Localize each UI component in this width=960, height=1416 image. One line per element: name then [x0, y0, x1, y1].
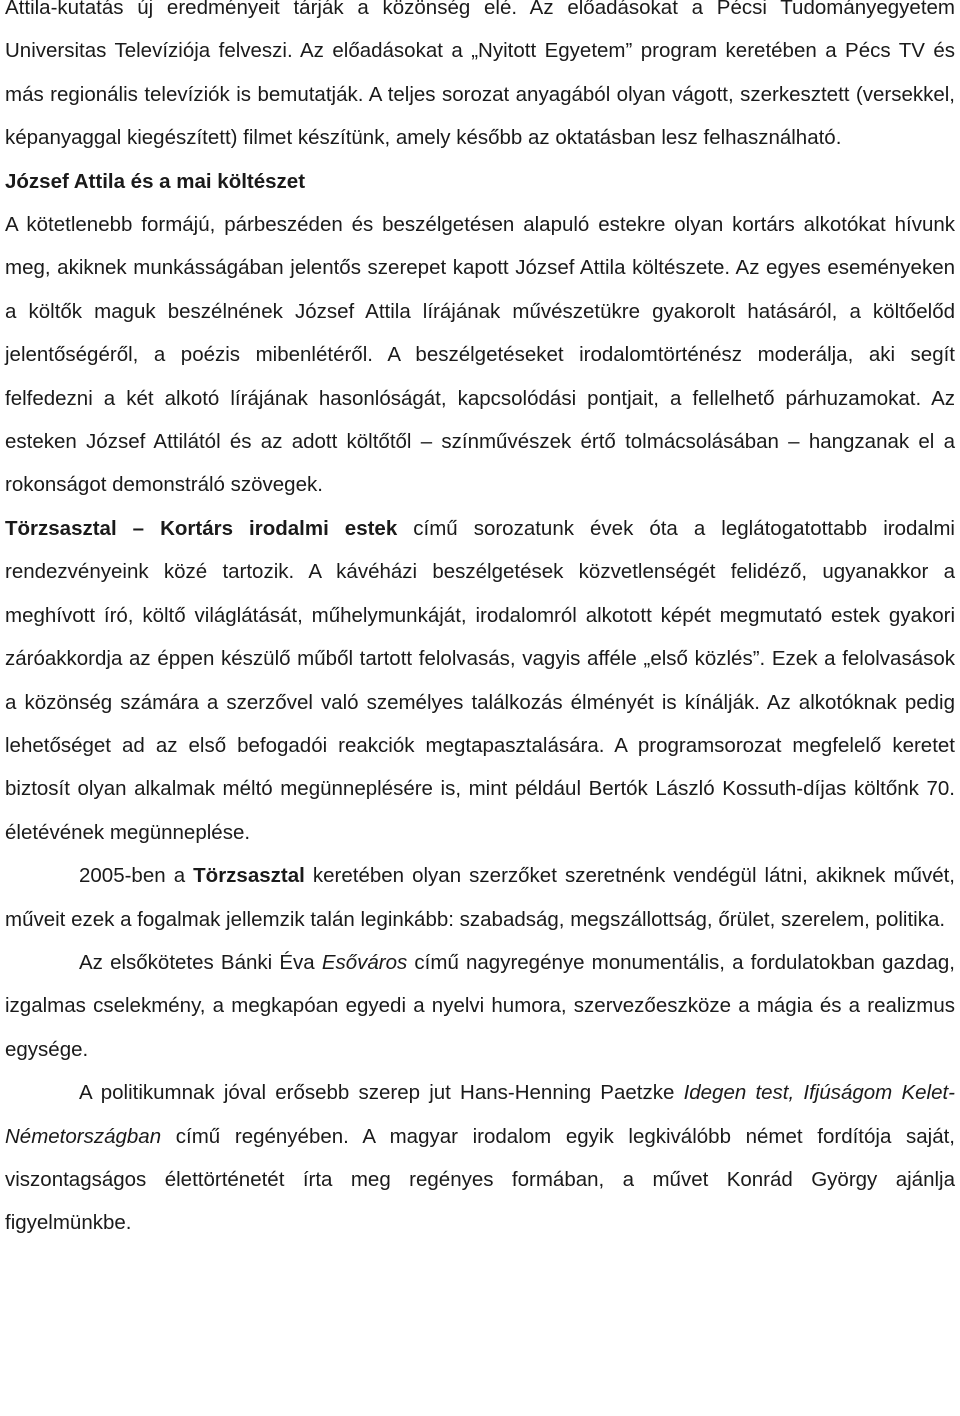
paragraph-paetzke: [5, 1071, 955, 1245]
paragraph-lead: Az elsőkötetes Bánki Éva: [79, 950, 322, 974]
section-heading: József Attila és a mai költészet: [5, 169, 306, 193]
paragraph-2005-plans: [5, 854, 955, 941]
paragraph-text: keretében olyan szerzőket szeretnénk vendégül látni, akiknek művét, műveit ezek a fogalmak jellemzik talán leginkább: szabadság, megszállottság, őrület, szerelem, politika.: [5, 864, 955, 931]
paragraph-banki-eva: [5, 941, 955, 1071]
paragraph-lead: 2005-ben a: [79, 864, 194, 888]
paragraph-contemporary-poetry: A kötetlenebb formájú, párbeszéden és beszélgetésen alapuló estekre olyan kortárs alkotókat hívunk meg, akiknek munkásságában jelentős szerepet kapott József Attila költészete. Az egyes eseményeken a költők maguk beszélnének József Attila lírájának művészetükre gyakorolt hatásáról, a költőelőd jelentőségéről, a poézis mibenlétéről. A beszélgetéseket irodalomtörténész moderálja, aki segít felfedezni a két alkotó lírájának hasonlóságát, kapcsolódási pontjait, a fellelhető párhuzamokat. Az esteken József Attilától és az adott költőtől – színművészek értő tolmácsolásában – hangzanak el a rokonságot demonstráló szövegek.: [5, 213, 955, 497]
paragraph-lead: A politikumnak jóval erősebb szerep jut Hans-Henning Paetzke: [79, 1081, 684, 1105]
paragraph-text: című sorozatunk évek óta a leglátogatottabb irodalmi rendezvényeink közé tartozik. A kávéházi beszélgetések közvetlenségét felidéző, ugyanakkor a meghívott író, költő világlátását, műhelymunkáját, irodalomról alkotott képét megmutató estek gyakori záróakkordja az éppen készülő műből tartott felolvasás, vagyis afféle „első közlés”. Ezek a felolvasások a közönség számára a szerzővel való személyes találkozás élményét is kínálják. Az alkotóknak pedig lehetőséget ad az első befogadói reakciók megtapasztalására. A programsorozat megfelelő keretet biztosít olyan alkalmak méltó megünneplésére is, mint például Bertók László Kossuth-díjas költőnk 70. életévének megünneplése.: [5, 516, 955, 844]
book-title: Idegen test, Ifjúságom Kelet-Németországban: [5, 1081, 956, 1148]
paragraph-torzsasztal-series: [5, 507, 955, 854]
document-page: [5, 0, 955, 1245]
series-name: Törzsasztal: [193, 864, 305, 888]
paragraph-attila-research: Attila-kutatás új eredményeit tárják a közönség elé. Az előadásokat a Pécsi Tudományegyetem Universitas Televíziója felveszi. Az előadásokat a „Nyitott Egyetem” program keretében a Pécs TV és más regionális televíziók is bemutatják. A teljes sorozat anyagából olyan vágott, szerkesztett (versekkel, képanyaggal kiegészített) filmet készítünk, amely később az oktatásban lesz felhasználható.: [5, 0, 955, 150]
paragraph-text: című nagyregénye monumentális, a fordulatokban gazdag, izgalmas cselekmény, a megkapóan egyedi a nyelvi humora, szervezőeszköze a mágia és a realizmus egysége.: [5, 950, 955, 1061]
series-title: Törzsasztal – Kortárs irodalmi estek: [5, 516, 398, 540]
book-title: Esőváros: [321, 950, 408, 974]
paragraph-text: című regényében. A magyar irodalom egyik legkiválóbb német fordítója saját, viszontagságos élettörténetét írta meg regényes formában, a művet Konrád György ajánlja figyelmünkbe.: [5, 1124, 955, 1235]
